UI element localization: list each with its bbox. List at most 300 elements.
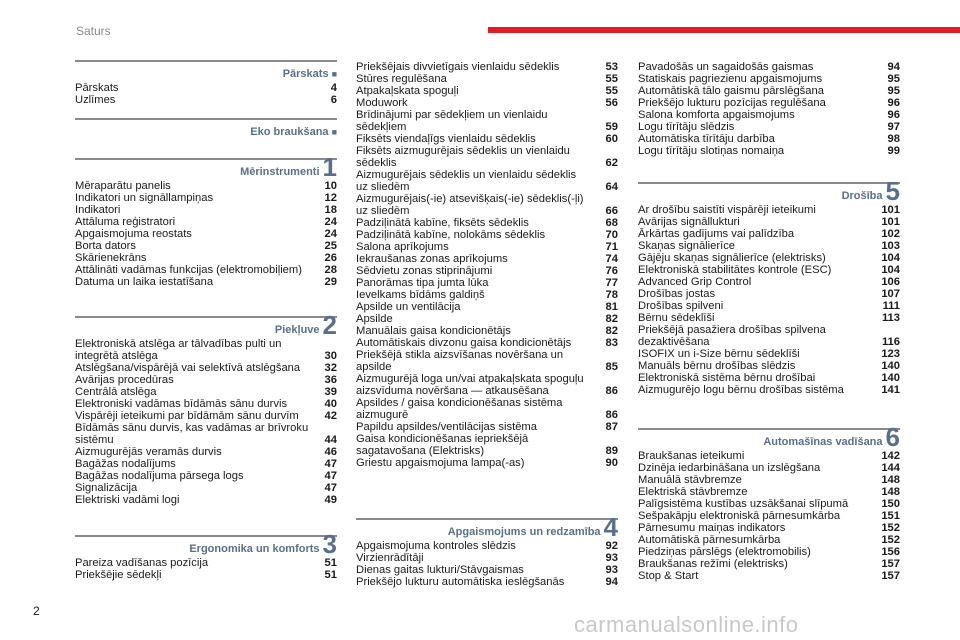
toc-entry-page: 86 [605, 409, 618, 421]
toc-entry-title: Panorāmas tipa jumta lūka [356, 277, 489, 289]
toc-entry[interactable] [356, 433, 618, 457]
toc-entry-title: Bagāžas nodalījums [75, 458, 176, 470]
toc-entry[interactable] [75, 374, 337, 386]
toc-entry-page: 86 [605, 385, 618, 397]
toc-entry-page: 95 [887, 85, 900, 97]
toc-entry-title: Papildu apsildes/ventilācijas sistēma [356, 421, 537, 433]
toc-entry-page: 157 [881, 570, 900, 582]
toc-entry-title: Centrālā atslēga [75, 386, 157, 398]
toc-entry[interactable] [75, 446, 337, 458]
toc-entry[interactable] [638, 216, 900, 228]
toc-entry-page: 87 [605, 421, 618, 433]
toc-entry-page: 102 [881, 228, 900, 240]
toc-entry-title: ISOFIX un i-Size bērnu sēdeklīši [638, 348, 800, 360]
toc-entry-title: Drošības spilveni [638, 300, 724, 312]
toc-entry-title: Aizmugurējā loga un/vai atpakaļskata spoguļu aizsvīduma novēršana — atkausēšana [356, 373, 584, 397]
toc-entry-page: 32 [324, 362, 337, 374]
toc-entry-title: Priekšējais divvietīgais vienlaidu sēdeklis [356, 61, 560, 73]
toc-entry-page: 85 [605, 361, 618, 373]
toc-entry[interactable] [75, 338, 337, 362]
toc-entry-title: Manuālais gaisa kondicionētājs [356, 325, 511, 337]
toc-entry-page: 111 [882, 300, 900, 312]
toc-entry-title: Mēraparātu panelis [75, 180, 171, 192]
toc-entry[interactable] [356, 73, 618, 85]
section-drosiba [638, 176, 900, 396]
section-header [638, 176, 900, 206]
toc-entry-title: Apsilde [356, 313, 393, 325]
toc-entry-title: Priekšējie sēdekļi [75, 569, 162, 581]
toc-entry-page: 55 [605, 73, 618, 85]
toc-entry-title: Elektroniski vadāmas bīdāmās sānu durvis [75, 398, 288, 410]
toc-entry-page: 64 [605, 181, 618, 193]
section-title-group [763, 422, 900, 452]
toc-entry-page: 106 [881, 276, 900, 288]
toc-entry-page: 49 [324, 494, 337, 506]
section-header [356, 512, 618, 542]
toc-entry[interactable] [638, 145, 900, 157]
toc-entry[interactable] [356, 241, 618, 253]
toc-entry[interactable] [75, 264, 337, 276]
toc-entry-page: 98 [887, 133, 900, 145]
toc-entry-page: 144 [881, 462, 900, 474]
toc-entry[interactable] [356, 313, 618, 325]
toc-entry-title: Priekšējā stikla aizsvīšanas novēršana un apsilde [356, 349, 564, 373]
toc-entry[interactable] [638, 384, 900, 396]
toc-entry[interactable] [75, 192, 337, 204]
toc-entry-page: 56 [605, 97, 618, 109]
section-title: Piekļuve [274, 324, 320, 336]
toc-entry-page: 60 [605, 133, 618, 145]
section-title: Pārskats [282, 68, 329, 80]
toc-entry-title: Automātiskais divzonu gaisa kondicionētājs [356, 337, 572, 349]
square-marker-icon: ■ [331, 127, 337, 137]
toc-entry-title: Priekšējo lukturu pozīcijas regulēšana [638, 97, 826, 109]
toc-entry[interactable] [638, 522, 900, 534]
toc-entry[interactable] [638, 498, 900, 510]
toc-entry-title: Apgaismojuma kontroles slēdzis [356, 540, 516, 552]
toc-entry-title: Iekraušanas zonas aprīkojums [356, 253, 508, 265]
toc-entry-title: Pareiza vadīšanas pozīcija [75, 557, 209, 569]
section-ergonomika [75, 529, 337, 581]
toc-entry[interactable] [638, 61, 900, 73]
toc-entry-title: Elektroniskā sistēma bērnu drošībai [638, 372, 816, 384]
toc-entry-page: 113 [881, 312, 900, 324]
toc-entry[interactable] [638, 252, 900, 264]
section-number: 2 [322, 310, 337, 340]
toc-entry-title: Automātiska tīrītāju darbība [638, 133, 775, 145]
toc-entry-page: 152 [881, 534, 900, 546]
toc-entry[interactable] [75, 228, 337, 240]
toc-entry-page: 92 [605, 540, 618, 552]
toc-entry-title: Elektroniskā atslēga ar tālvadības pulti un integrētā atslēga [75, 338, 282, 362]
toc-entry[interactable] [638, 558, 900, 570]
toc-entry[interactable] [638, 288, 900, 300]
toc-entry[interactable] [356, 349, 618, 373]
toc-entry-page: 140 [881, 372, 900, 384]
toc-entry[interactable] [356, 61, 618, 73]
section-title: Ergonomika un komforts [189, 543, 320, 555]
toc-entry[interactable] [638, 97, 900, 109]
toc-entry-page: 25 [324, 240, 337, 252]
toc-entry-page: 29 [324, 276, 337, 288]
section-pieklive [75, 310, 337, 506]
section-title: Mērinstrumenti [240, 166, 320, 178]
toc-entry-page: 76 [605, 265, 618, 277]
toc-entry[interactable] [638, 73, 900, 85]
toc-entry-title: Bīdāmās sānu durvis, kas vadāmas ar brīvroku sistēmu [75, 422, 309, 446]
toc-entry-page: 107 [881, 288, 900, 300]
toc-entry-title: Stop & Start [638, 570, 699, 582]
toc-entry-page: 78 [605, 289, 618, 301]
toc-entry-title: Braukšanas režīmi (elektrisks) [638, 558, 788, 570]
toc-entry-page: 83 [605, 337, 618, 349]
toc-entry-page: 42 [324, 410, 337, 422]
toc-entry-title: Bērnu sēdeklīši [638, 312, 715, 324]
toc-entry-page: 141 [881, 384, 900, 396]
toc-entry[interactable] [638, 450, 900, 462]
toc-entry-page: 36 [324, 374, 337, 386]
section-title: Eko braukšana [250, 126, 329, 138]
toc-entry-page: 140 [881, 360, 900, 372]
toc-entry[interactable] [75, 204, 337, 216]
toc-entry-title: Ievelkams bīdāms galdiņš [356, 289, 485, 301]
toc-entry[interactable] [638, 85, 900, 97]
toc-entry[interactable] [356, 552, 618, 564]
section-number: 5 [885, 176, 900, 206]
toc-entry[interactable] [356, 373, 618, 397]
toc-entry-title: Fiksēts viendaļīgs vienlaidu sēdeklis [356, 133, 536, 145]
toc-entry[interactable] [638, 348, 900, 360]
toc-entry-page: 142 [881, 450, 900, 462]
toc-entry-page: 30 [324, 350, 337, 362]
toc-entry[interactable] [638, 546, 900, 558]
toc-entry[interactable] [75, 82, 337, 94]
toc-entry-page: 71 [605, 241, 618, 253]
toc-entry-title: Salona aprīkojums [356, 241, 449, 253]
toc-entry[interactable] [75, 494, 337, 506]
toc-entry[interactable] [638, 133, 900, 145]
section-eko [75, 118, 337, 140]
section-header [75, 60, 337, 82]
toc-entry-title: Aizmugurējo logu bērnu drošības sistēma [638, 384, 844, 396]
toc-entry[interactable] [356, 421, 618, 433]
toc-entry[interactable] [638, 240, 900, 252]
toc-entry-page: 94 [605, 576, 618, 588]
toc-entry-title: Brīdinājumi par sēdekļiem un vienlaidu sēdekļiem [356, 109, 548, 133]
toc-entry-title: Atslēgšana/vispārējā vai selektīvā atslēgšana [75, 362, 301, 374]
toc-entry-page: 101 [881, 204, 900, 216]
toc-entry-title: Elektroniskā stabilitātes kontrole (ESC) [638, 264, 832, 276]
toc-entry-page: 46 [324, 446, 337, 458]
section-title-group [447, 512, 618, 542]
toc-entry-page: 148 [881, 474, 900, 486]
toc-entry-title: Padziļinātā kabīne, fiksēts sēdeklis [356, 217, 529, 229]
section-title-group [189, 529, 337, 559]
toc-entry-page: 70 [605, 229, 618, 241]
section-title: Automašīnas vadīšana [763, 436, 883, 448]
toc-entry-page: 74 [605, 253, 618, 265]
toc-entry-page: 39 [324, 386, 337, 398]
section-apgaismojums-continued [638, 61, 900, 157]
toc-entry[interactable] [638, 510, 900, 522]
section-header [638, 422, 900, 452]
toc-entry[interactable] [356, 85, 618, 97]
toc-entry-title: Skārienekrāns [75, 252, 147, 264]
toc-entry-title: Atpakaļskata spoguļi [356, 85, 459, 97]
toc-entry-title: Dzinēja iedarbināšana un izslēgšana [638, 462, 821, 474]
toc-entry[interactable] [356, 277, 618, 289]
toc-entry-title: Apgaismojuma reostats [75, 228, 192, 240]
toc-entry-title: Manuāls bērnu drošības slēdzis [638, 360, 796, 372]
toc-entry-page: 94 [887, 61, 900, 73]
toc-entry[interactable] [356, 457, 618, 469]
section-merinstrumenti [75, 152, 337, 288]
toc-entry[interactable] [75, 386, 337, 398]
toc-entry[interactable] [356, 193, 618, 217]
toc-entry-page: 148 [881, 486, 900, 498]
section-header [75, 310, 337, 340]
toc-entry-title: Advanced Grip Control [638, 276, 752, 288]
toc-entry[interactable] [638, 312, 900, 324]
section-rule [75, 118, 337, 120]
toc-entry[interactable] [75, 482, 337, 494]
toc-entry[interactable] [75, 276, 337, 288]
toc-entry[interactable] [638, 276, 900, 288]
toc-entry-title: Borta dators [75, 240, 136, 252]
toc-entry[interactable] [75, 458, 337, 470]
toc-entry[interactable] [638, 534, 900, 546]
toc-entry-page: 101 [881, 216, 900, 228]
toc-entry-page: 26 [324, 252, 337, 264]
toc-entry-title: Vispārēji ieteikumi par bīdāmām sānu durvīm [75, 410, 299, 422]
toc-entry[interactable] [75, 240, 337, 252]
toc-entry-title: Bagāžas nodalījuma pārsega logs [75, 470, 244, 482]
toc-entry[interactable] [638, 228, 900, 240]
toc-entry-title: Ar drošību saistīti vispārēji ieteikumi [638, 204, 816, 216]
toc-entry-page: 151 [881, 510, 900, 522]
toc-entry-page: 12 [324, 192, 337, 204]
toc-entry[interactable] [638, 300, 900, 312]
toc-entry[interactable] [356, 576, 618, 588]
toc-entry-title: Apsildes / gaisa kondicionēšanas sistēma aizmugurē [356, 397, 563, 421]
toc-entry-title: Salona komforta apgaismojums [638, 109, 795, 121]
toc-entry-page: 96 [887, 109, 900, 121]
toc-entry-title: Statiskais pagriezienu apgaismojums [638, 73, 823, 85]
watermark: carmanualsonline.info [574, 612, 799, 637]
toc-entry-title: Padziļinātā kabīne, nolokāms sēdeklis [356, 229, 546, 241]
toc-entry-title: Sešpakāpju elektroniskā pārnesumkārba [638, 510, 841, 522]
toc-entry-page: 4 [330, 82, 337, 94]
toc-entry[interactable] [638, 264, 900, 276]
toc-entry-title: Logu tīrītāju slotiņas nomaiņa [638, 145, 785, 157]
section-number: 6 [885, 422, 900, 452]
toc-entry-page: 152 [881, 522, 900, 534]
page-header-title: Saturs [76, 24, 111, 38]
toc-entry-title: Priekšējā pasažiera drošības spilvena dezaktivēšana [638, 324, 826, 348]
toc-entry[interactable] [638, 474, 900, 486]
section-header [75, 152, 337, 182]
section-number: 4 [603, 512, 618, 542]
section-header [75, 118, 337, 140]
toc-entry[interactable] [75, 557, 337, 569]
toc-entry[interactable] [356, 229, 618, 241]
toc-entry[interactable] [356, 397, 618, 421]
toc-entry-page: 157 [881, 558, 900, 570]
toc-entry[interactable] [356, 169, 618, 193]
toc-entry-title: Logu tīrītāju slēdzis [638, 121, 735, 133]
toc-entry[interactable] [356, 109, 618, 133]
toc-entry[interactable] [75, 362, 337, 374]
toc-entry[interactable] [356, 289, 618, 301]
toc-entry[interactable] [638, 570, 900, 582]
toc-entry-title: Virzienrādītāji [356, 552, 424, 564]
section-title-group [283, 68, 337, 80]
toc-entry[interactable] [356, 325, 618, 337]
section-header [75, 529, 337, 559]
toc-entry-title: Uzlīmes [75, 94, 116, 106]
toc-entry-page: 47 [324, 482, 337, 494]
toc-entry[interactable] [356, 564, 618, 576]
toc-entry[interactable] [75, 252, 337, 264]
section-parskats [75, 60, 337, 106]
header-accent-bar [488, 27, 960, 33]
toc-entry-page: 10 [324, 180, 337, 192]
toc-entry[interactable] [638, 121, 900, 133]
page-number: 2 [33, 604, 40, 618]
toc-entry[interactable] [356, 145, 618, 169]
toc-entry[interactable] [638, 486, 900, 498]
toc-entry-page: 93 [605, 552, 618, 564]
toc-entry-title: Aizmugurējās veramās durvis [75, 446, 222, 458]
section-title: Drošība [841, 190, 883, 202]
toc-entry-page: 93 [605, 564, 618, 576]
toc-entry-title: Manuālā stāvbremze [638, 474, 742, 486]
section-vadisana [638, 422, 900, 582]
toc-entry-title: Datuma un laika iestatīšana [75, 276, 214, 288]
toc-entry-title: Gājēju skaņas signālierīce (elektrisks) [638, 252, 826, 264]
toc-entry[interactable] [75, 216, 337, 228]
toc-entry-page: 47 [324, 458, 337, 470]
toc-entry-title: Pārnesumu maiņas indikators [638, 522, 786, 534]
toc-entry[interactable] [75, 398, 337, 410]
toc-entry-page: 24 [324, 216, 337, 228]
toc-entry[interactable] [75, 94, 337, 106]
toc-entry[interactable] [356, 217, 618, 229]
toc-entry[interactable] [638, 204, 900, 216]
toc-entry-title: Stūres regulēšana [356, 73, 447, 85]
section-rule [75, 60, 337, 62]
toc-entry[interactable] [638, 462, 900, 474]
toc-entry-title: Aizmugurējais sēdeklis un vienlaidu sēdeklis uz sliedēm [356, 169, 577, 193]
square-marker-icon: ■ [331, 69, 337, 79]
toc-entry-page: 103 [881, 240, 900, 252]
toc-entry-page: 24 [324, 228, 337, 240]
toc-entry-title: Avārijas procedūras [75, 374, 174, 386]
toc-entry[interactable] [356, 133, 618, 145]
toc-entry-title: Skaņas signālierīce [638, 240, 736, 252]
toc-entry-page: 96 [887, 97, 900, 109]
toc-entry-title: Avārijas signāllukturi [638, 216, 740, 228]
toc-entry-title: Sēdvietu zonas stiprinājumi [356, 265, 493, 277]
toc-entry-title: Elektriskā stāvbremze [638, 486, 748, 498]
toc-entry-title: Elektriski vadāmi logi [75, 494, 180, 506]
section-title-group [240, 152, 337, 182]
toc-entry[interactable] [638, 372, 900, 384]
toc-entry-title: Indikatori [75, 204, 121, 216]
toc-entry-title: Fiksēts aizmugurējais sēdeklis un vienlaidu sēdeklis [356, 145, 570, 169]
toc-entry-page: 97 [887, 121, 900, 133]
toc-entry-title: Pavadošās un sagaidošās gaismas [638, 61, 814, 73]
toc-entry-page: 95 [887, 73, 900, 85]
toc-entry-page: 81 [605, 301, 618, 313]
section-title: Apgaismojums un redzamība [447, 526, 601, 538]
toc-entry[interactable] [75, 422, 337, 446]
toc-entry-page: 28 [324, 264, 337, 276]
toc-entry-title: Pārskats [75, 82, 119, 94]
toc-entry[interactable] [356, 337, 618, 349]
toc-entry[interactable] [75, 410, 337, 422]
toc-entry-title: Indikatori un signāllampiņas [75, 192, 214, 204]
section-komforts-continued [356, 61, 618, 469]
toc-entry-page: 66 [605, 205, 618, 217]
toc-entry-page: 104 [881, 252, 900, 264]
toc-entry-page: 82 [605, 313, 618, 325]
toc-entry-title: Moduwork [356, 97, 408, 109]
toc-entry-page: 53 [605, 61, 618, 73]
toc-entry-page: 90 [605, 457, 618, 469]
toc-entry-page: 51 [324, 557, 337, 569]
toc-entry[interactable] [75, 569, 337, 581]
toc-entry-title: Braukšanas ieteikumi [638, 450, 745, 462]
toc-entry-title: Priekšējo lukturu automātiska ieslēgšanās [356, 576, 565, 588]
toc-entry[interactable] [356, 253, 618, 265]
toc-entry-page: 150 [881, 498, 900, 510]
toc-entry-page: 123 [881, 348, 900, 360]
toc-entry[interactable] [75, 470, 337, 482]
toc-entry-title: Piedziņas pārslēgs (elektromobilis) [638, 546, 811, 558]
toc-entry-page: 55 [605, 85, 618, 97]
toc-entry-title: Griestu apgaismojuma lampa(-as) [356, 457, 525, 469]
toc-entry[interactable] [356, 97, 618, 109]
toc-entry[interactable] [356, 265, 618, 277]
toc-entry-page: 18 [324, 204, 337, 216]
toc-entry[interactable] [638, 324, 900, 348]
toc-entry-title: Apsilde un ventilācija [356, 301, 461, 313]
toc-entry[interactable] [356, 540, 618, 552]
toc-entry[interactable] [638, 109, 900, 121]
toc-entry[interactable] [638, 360, 900, 372]
toc-entry-title: Automātiskā tālo gaismu pārslēgšana [638, 85, 824, 97]
section-number: 3 [322, 529, 337, 559]
toc-entry-page: 40 [324, 398, 337, 410]
toc-entry-title: Attālināti vadāmas funkcijas (elektromobiļiem) [75, 264, 302, 276]
toc-entry-page: 77 [605, 277, 618, 289]
section-title-group [274, 310, 337, 340]
toc-entry-title: Attāluma reģistratori [75, 216, 176, 228]
toc-entry-title: Gaisa kondicionēšanas iepriekšējā sagatavošana (Elektrisks) [356, 433, 529, 457]
toc-entry-page: 82 [605, 325, 618, 337]
toc-entry[interactable] [356, 301, 618, 313]
toc-entry-title: Aizmugurējais(-ie) atsevišķais(-ie) sēdeklis(-ļi) uz sliedēm [356, 193, 584, 217]
toc-entry-title: Dienas gaitas lukturi/Stāvgaismas [356, 564, 524, 576]
section-apgaismojums [356, 512, 618, 588]
toc-entry-page: 47 [324, 470, 337, 482]
toc-entry-page: 89 [605, 445, 618, 457]
toc-entry[interactable] [75, 180, 337, 192]
toc-entry-page: 6 [330, 94, 337, 106]
toc-entry-title: Signalizācija [75, 482, 138, 494]
toc-entry-page: 44 [324, 434, 337, 446]
